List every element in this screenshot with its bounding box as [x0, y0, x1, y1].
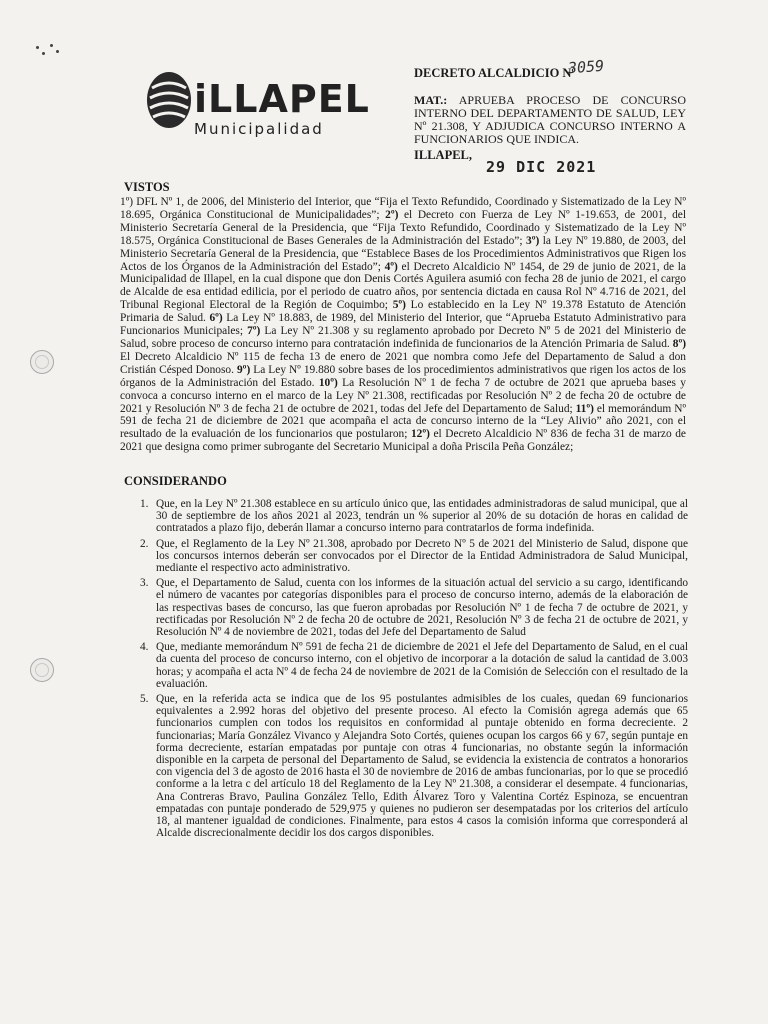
vistos-segment: 7º)	[247, 325, 261, 338]
vistos-segment: La Ley Nº 21.308 y su reglamento aprobado por Decreto Nº 5 de 2021 del Ministerio de Salud, sobre proceso de concurso interno para contratación indefinida de funcionarios de la Atención Primaria de Salud.	[120, 325, 686, 350]
vistos-heading: VISTOS	[124, 180, 170, 194]
date-stamp: 29 DIC 2021	[486, 158, 597, 176]
subject-block	[414, 94, 686, 146]
logo-emblem-icon	[146, 70, 192, 130]
vistos-segment: 4º)	[384, 260, 398, 273]
vistos-segment: 11º)	[575, 402, 594, 415]
considerando-heading: CONSIDERANDO	[124, 474, 227, 488]
vistos-segment: 1º) DFL Nº 1, de 2006, del Ministerio del Interior, que “Fija el Texto Refundido, Coordinado y Sistematizado de la Ley Nº 18.695, Orgánica Constitucional de Municipalidades”;	[120, 196, 686, 221]
item-text: Que, mediante memorándum Nº 591 de fecha 21 de diciembre de 2021 el Jefe del Departamento de Salud, en el cual da cuenta del proceso de concurso interno, con el objetivo de incorporar a la dotación de salud la cantidad de 3.003 horas; y acompaña el acta Nº 4 de fecha 24 de noviembre de 2021 de la Comisión de Selección con el resultado de la evaluación.	[156, 641, 688, 690]
item-text: Que, en la referida acta se indica que de los 95 postulantes admisibles de los cuales, quedan 69 funcionarios equivalentes a 2.992 horas del objetivo del presente proceso. Al efecto la Comisión agrega además que 65 funcionarios cumplen con todos los requisitos en conformidad al puntaje obtenido en forma decreciente. 2 funcionarias; María González Vivanco y Alejandra Soto Cortés, quienes ocupan los cargos 66 y 67, según puntaje en forma decreciente, estarían empatadas por puntaje con otras 4 funcionarias, no obstante según la información disponible en la carpeta de personal del Departamento de Salud, se evidencia la existencia de contratos a honorarios con vigencia del 3 de agosto de 2016 hasta el 30 de noviembre de 2016 de ambas funcionarias, por lo que se procedió conforme a la letra c del artículo 18 del Reglamento de la Ley Nº 21.308, a considerar el desempate. 4 funcionarias, Ana Contreras Bravo, Paulina González Tello, Edith Álvarez Toro y Valentina Cortéz Espinoza, se encuentran empatadas con puntaje ponderado de 529,975 y quienes no pudieron ser desempatadas por los criterios del artículo 18, al mantener igualdad de condiciones. Finalmente, para estos 4 casos la comisión informa que corresponderá al Alcalde discrecionalmente decidir los dos cargos disponibles.	[156, 693, 688, 840]
vistos-segment: 12º)	[410, 428, 430, 441]
item-text: Que, el Reglamento de la Ley Nº 21.308, aprobado por Decreto Nº 5 de 2021 del Ministerio de Salud, dispone que los concursos internos deberán ser convocados por el Director de la Entidad Administradora de Salud Municipal, mediante el respectivo acto administrativo.	[156, 537, 688, 575]
subject-label: MAT.:	[414, 93, 448, 107]
considerando-item	[140, 577, 688, 638]
vistos-segment: La Ley Nº 19.880 sobre bases de los procedimientos administrativos que rigen los actos de los órganos de la Administración del Estado.	[120, 363, 686, 389]
vistos-segment: el Decreto Alcaldicio Nº 1454, de 29 de junio de 2021, de la Municipalidad de Illapel, en la cual dispone que don Denis Cortés Aguilera asumió con fecha 28 de junio de 2021, el cargo de Alcalde de esa entidad edilicia, por el periodo de cuatro años, por sentencia dictada en causa Rol Nº 4.716 de 2021, del Tribunal Regional Electoral de la Región de Coquimbo;	[120, 260, 686, 312]
vistos-segment: el Decreto Alcaldicio Nº 836 de fecha 31 de marzo de 2021 que designa como primer subrogante del Secretario Municipal a doña Priscila Peña González;	[120, 428, 686, 454]
vistos-segment: El Decreto Alcaldicio Nº 115 de fecha 13 de enero de 2021 que nombra como Jefe del Departamento de Salud a don Cristián Césped Donoso.	[120, 350, 686, 376]
decree-label: DECRETO ALCALDICIO Nº	[414, 66, 576, 80]
vistos-segment: 6º)	[209, 312, 223, 325]
scan-specks	[32, 40, 72, 60]
logo-subtitle: Municipalidad	[194, 120, 324, 138]
vistos-body	[120, 196, 686, 454]
vistos-segment: La Resolución Nº 1 de fecha 7 de octubre de 2021 que aprueba bases y convoca a concurso interno en el marco de la Ley Nº 21.308, rectificadas por Resolución Nº 2 de fecha 20 de octubre de 2021 y Resolución Nº 3 de fecha 21 de octubre de 2021, todas del Jefe del Departamento de Salud;	[120, 376, 686, 415]
vistos-segment: el memorándum Nº 591 de fecha 21 de diciembre de 2021 que acompaña el acta de concurso interno de la “Ley Alivio” año 2021, con el resultado de la evaluación de los funcionarios que postularon;	[120, 402, 686, 441]
vistos-segment: Lo establecido en la Ley Nº 19.378 Estatuto de Atención Primaria de Salud.	[120, 299, 686, 325]
item-text: Que, en la Ley Nº 21.308 establece en su artículo único que, las entidades administradoras de salud municipal, que al 30 de septiembre de los años 2021 al 2023, tendrán un % superior al 20% de su dotación de horas en calidad de contratados a plazo fijo, deberán llamar a concurso interno para contratarlos de forma indefinida.	[156, 498, 688, 535]
considerando-item	[140, 641, 688, 690]
vistos-segment: 9º)	[236, 363, 251, 376]
vistos-segment: La Ley Nº 18.883, de 1989, del Ministerio del Interior, que “Aprueba Estatuto Administrativo para Funcionarios Municipales;	[120, 312, 686, 338]
vistos-segment: 8º)	[672, 337, 686, 350]
place: ILLAPEL,	[414, 148, 473, 162]
considerando-item	[140, 498, 688, 535]
logo-title: iLLAPEL	[194, 77, 370, 121]
vistos-segment: la Ley Nº 19.880, de 2003, del Ministerio Secretaría General de la Presidencia, que “Establece Bases de los Procedimientos Administrativos que Rigen los Actos de los Órganos de la Administración del Estado”;	[120, 234, 686, 273]
vistos-segment: 2º)	[385, 208, 399, 221]
punch-hole	[30, 658, 54, 682]
item-number: 5.	[140, 693, 149, 706]
item-number: 1.	[140, 498, 149, 510]
item-number: 4.	[140, 641, 149, 654]
vistos-segment: 5º)	[392, 299, 406, 312]
considerando-item	[140, 693, 688, 839]
item-text: Que, el Departamento de Salud, cuenta con los informes de la situación actual del servicio a su cargo, identificando el número de vacantes por categorías disponibles para el proceso de concurso interno, además de la elaboración de las respectivas bases de concurso, las que fueron aprobadas por Resolución Nº 1 de fecha 7 de octubre de 2021, y rectificadas por Resolución Nº 2 de fecha 20 de octubre de 2021, Resolución Nº 3 de fecha 21 de octubre de 2021, y Resolución Nº 4 de noviembre de 2021, todas del Jefe del Departamento de Salud	[156, 577, 688, 639]
considerando-list	[140, 498, 688, 842]
subject-text: APRUEBA PROCESO DE CONCURSO INTERNO DEL DEPARTAMENTO DE SALUD, LEY Nº 21.308, Y ADJUDICA CONCURSO INTERNO A FUNCIONARIOS QUE INDICA.	[414, 93, 686, 146]
municipal-logo	[132, 64, 370, 142]
considerando-item	[140, 538, 688, 575]
punch-hole	[30, 350, 54, 374]
vistos-segment: 3º)	[526, 234, 540, 247]
decree-number: 3059	[567, 56, 605, 78]
item-number: 2.	[140, 537, 149, 550]
vistos-segment: 10º)	[318, 376, 338, 389]
vistos-segment: el Decreto con Fuerza de Ley Nº 1-19.653, de 2001, del Ministerio Secretaría General de la Presidencia, que “Fija Texto Refundido, Coordinado y Sistematizado de la Ley Nº 18.575, Orgánica Constitucional de Bases Generales de la Administración del Estado”;	[120, 208, 687, 247]
item-number: 3.	[140, 577, 149, 590]
